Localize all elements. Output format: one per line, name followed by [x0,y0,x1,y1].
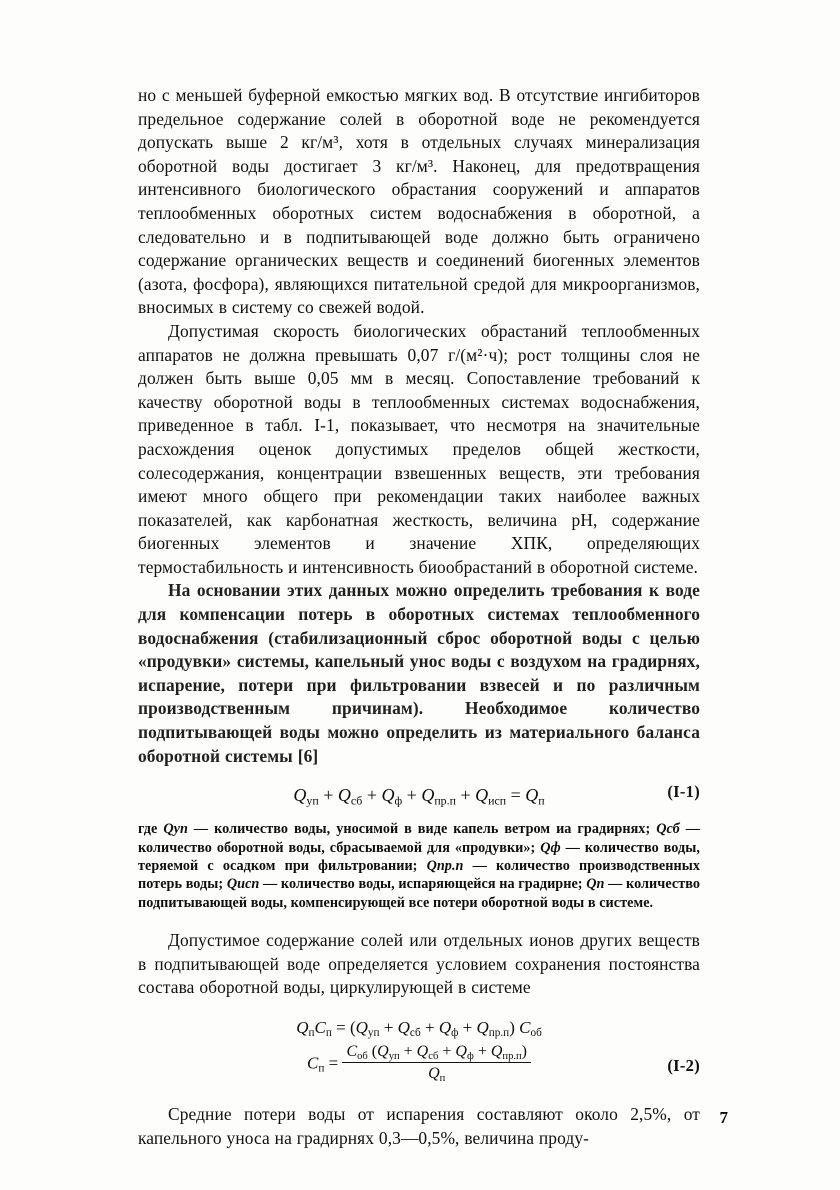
formula-2-fraction [342,1042,530,1083]
notation-symbol-6: Qп [586,876,605,893]
formula-2-row [138,1016,700,1085]
notation-def-5: количество воды, испаряющейся на градирне; [280,876,583,893]
notation-def-3: количество воды, теряемой с осадком при фильтровании; [138,839,700,875]
formula-1-number: (I-1) [667,782,700,802]
notation-def-4: количество производственных потерь воды; [138,858,700,893]
formula-2-denominator: $Q_п$ [428,1065,446,1084]
notation-symbol-1: Qуп [163,821,188,838]
notation-symbol-5: Qисп [226,876,260,893]
paragraph-5: Средние потери воды от испарения составляют около 2,5%, от капельного уноса на градирнях 0,3—0,5%, величина проду- [138,1104,700,1148]
paragraph-3: На основании этих данных можно определить требования к воде для компенсации потерь в оборотных системах теплообменного водоснабжения (стабилизационный сброс оборотной воды с целью «продувки» системы, капельный унос воды с воздухом на градирнях, испарение, потери при фильтровании взвесей и по различным производственным причинам). Необходимое количество подпитывающей воды можно определить из материального баланса оборотной системы [6] [138,580,700,766]
formula-1-row [138,782,700,808]
text-column [138,84,700,1150]
page-number: 7 [719,1108,728,1127]
paragraph-2: Допустимая скорость биологических обрастаний теплообменных аппаратов не должна превышать 0,07 г/(м²·ч); рост толщины слоя не должен быть выше 0,05 мм в месяц. Сопоставление требований к качеству оборотной воды в теплообменных системах водоснабжения, приведенное в табл. I-1, показывает, что несмотря на значительные расхождения оценок допустимых пределов общей жесткости, солесодержания, концентрации взвешенных веществ, эти требования имеют много общего при рекомендации таких наиболее важных показателей, как карбонатная жесткость, величина рН, содержание биогенных элементов и значение ХПК, определяющих термостабильность и интенсивность биообрастаний в оборотной системе. [138,320,700,577]
notation-def-2: количество оборотной воды, сбрасываемой для «продувки»; [138,839,536,856]
formula-2-line-1: $Q_пС_п = (Q_{уп} + Q_{сб} + Q_ф + Q_{пр.п})$ $С_{об}$ [296,1018,542,1040]
notation-symbol-4: Qпр.п [426,858,464,875]
notation-def-6: количество подпитывающей воды, компенсирующей все потери оборотной воды в системе. [138,876,700,911]
notation-block: где Qуп — количество воды, уносимой в виде капель ветром иа градирнях; Qсб — количество оборотной воды, сбрасываемой для «продувки»; Qф — количество воды, теряемой с осадком при фильтровании; Qпр.п — количество производственных потерь воды; Qисп — количество воды, испаряющейся на градирне; Qп — количество подпитывающей воды, компенсирующей все потери оборотной воды в системе. [138,821,700,911]
notation-intro: где [138,821,158,838]
formula-2-number: (I-2) [667,1056,700,1076]
paragraph-1: но с меньшей буферной емкостью мягких вод. В отсутствие ингибиторов предельное содержание солей в оборотной воде не рекомендуется допускать выше 2 кг/м³, хотя в отдельных случаях минерализация оборотной воды достигает 3 кг/м³. Наконец, для предотвращения интенсивного биологического обрастания сооружений и аппаратов теплообменных оборотных систем водоснабжения в оборотной, а следовательно и в подпитывающей воде должно быть ограничено содержание органических веществ и соединений биогенных элементов (азота, фосфора), являющихся питательной средой для микроорганизмов, вносимых в систему со свежей водой. [138,85,700,318]
formula-2-line-2: $С_п$ = $\frac{С_{об} (Q_{уп} + Q_{сб} + Q_ф + Q_{пр.п})}{Q_п}$ (I-2) [307,1043,700,1084]
notation-symbol-3: Qф [540,839,561,856]
formula-2-numerator: $С_{об}$ $(Q_{уп} + Q_{сб} + Q_ф + Q_{пр.п})$ [342,1042,530,1063]
formula-1: $Q_{уп} + Q_{сб} + Q_ф + Q_{пр.п} + Q_{исп} = Q_п$ [293,785,545,808]
notation-symbol-2: Qсб [656,821,680,838]
notation-def-1: количество воды, уносимой в виде капель ветром иа градирнях; [214,821,651,838]
paragraph-4: Допустимое содержание солей или отдельных ионов других веществ в подпитывающей воде определяется условием сохранения постоянства состава оборотной воды, циркулирующей в системе [138,930,700,998]
